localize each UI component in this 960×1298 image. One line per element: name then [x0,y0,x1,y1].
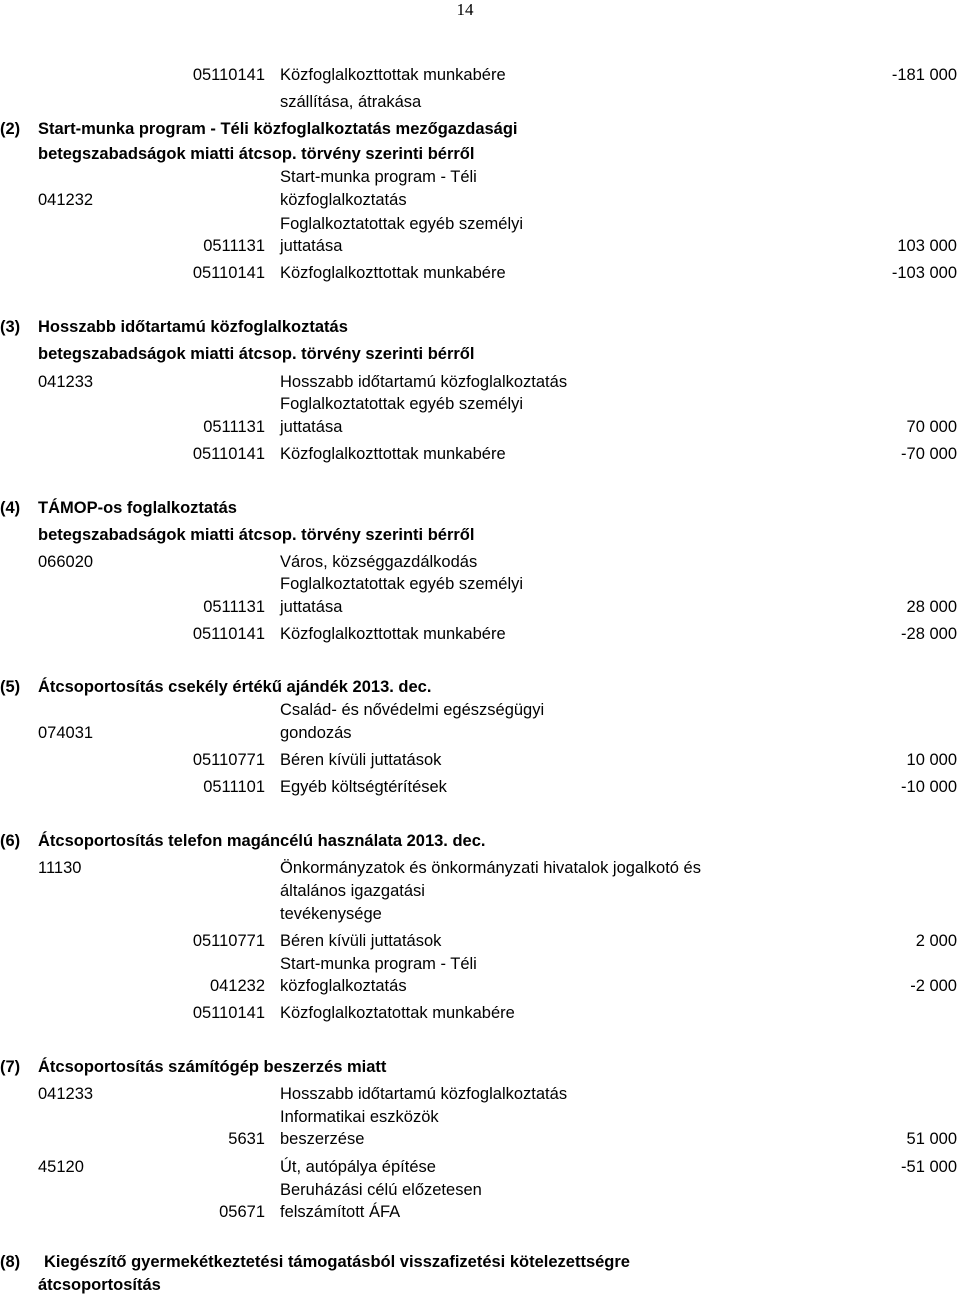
economic-code: 05110141 [192,1004,265,1022]
economic-code: 5631 [228,1130,265,1148]
section-title: Átcsoportosítás számítógép beszerzés miatt [38,1058,387,1076]
economic-code: 0511131 [203,418,265,436]
amount: 10 000 [906,751,957,769]
function-code: 041233 [38,373,94,391]
section-title: Kiegészítő gyermekétkeztetési támogatásból visszafizetési kötelezettségre [44,1253,630,1271]
item-text: Közfoglalkozttottak munkabére [280,625,506,643]
economic-code: 05110771 [192,751,265,769]
item-text: Start-munka program - Téli [280,955,477,973]
amount: -70 000 [901,445,957,463]
function-text: Hosszabb időtartamú közfoglalkoztatás [280,1085,568,1103]
section-number: (8) [0,1253,21,1271]
item-text-line2: juttatása [280,237,343,255]
function-code: 074031 [38,724,94,742]
function-text: Út, autópálya építése [280,1158,436,1176]
section-title: Hosszabb időtartamú közfoglalkoztatás [38,318,348,336]
item-text-line2: felszámított ÁFA [280,1203,401,1221]
function-text-line2: általános igazgatási [280,882,425,900]
function-text: Önkormányzatok és önkormányzati hivatalok jogalkotó és [280,859,701,877]
item-text: Béren kívüli juttatások [280,751,442,769]
function-text-line3: tevékenysége [280,905,382,923]
item-text: Egyéb költségtérítések [280,778,447,796]
amount: -2 000 [910,977,957,995]
item-text: Foglalkoztatottak egyéb személyi [280,575,524,593]
amount: -28 000 [901,625,957,643]
item-text: Közfoglalkozttottak munkabére [280,264,506,282]
economic-code: 0511131 [203,598,265,616]
section-title-line2: betegszabadságok miatti átcsop. törvény szerinti bérről [38,145,475,163]
amount: 2 000 [915,932,957,950]
item-text: Közfoglalkoztatottak munkabére [280,1004,515,1022]
economic-code: 05110141 [192,445,265,463]
function-text: Család- és nővédelmi egészségügyi [280,701,545,719]
item-text: Közfoglalkozttottak munkabére [280,445,506,463]
item-text-line2: beszerzése [280,1130,365,1148]
function-code: 041233 [38,1085,94,1103]
item-text: Közfoglalkozttottak munkabére [280,66,506,84]
item-text: Foglalkoztatottak egyéb személyi [280,395,524,413]
economic-code: 0511101 [203,778,265,796]
amount: -181 000 [891,66,957,84]
economic-code: 05671 [219,1203,265,1221]
function-text: Város, községgazdálkodás [280,553,478,571]
section-title: Átcsoportosítás telefon magáncélú használata 2013. dec. [38,832,486,850]
amount: -51 000 [901,1158,957,1176]
item-text-continued: szállítása, átrakása [280,93,422,111]
amount: 70 000 [906,418,957,436]
section-number: (7) [0,1058,21,1076]
amount: 51 000 [906,1130,957,1148]
section-title-line2: átcsoportosítás [38,1276,161,1294]
function-code: 45120 [38,1158,84,1176]
function-text: Start-munka program - Téli [280,168,477,186]
section-number: (3) [0,318,21,336]
item-text: Beruházási célú előzetesen [280,1181,482,1199]
section-title: Átcsoportosítás csekély értékű ajándék 2013. dec. [38,678,432,696]
section-title-line2: betegszabadságok miatti átcsop. törvény szerinti bérről [38,345,475,363]
amount: 28 000 [906,598,957,616]
section-number: (5) [0,678,21,696]
item-text-line2: közfoglalkoztatás [280,977,407,995]
economic-code: 05110141 [192,66,265,84]
section-number: (2) [0,120,21,138]
section-title: Start-munka program - Téli közfoglalkoztatás mezőgazdasági [38,120,518,138]
item-text: Informatikai eszközök [280,1108,439,1126]
item-text: Foglalkoztatottak egyéb személyi [280,215,524,233]
economic-code: 05110141 [192,264,265,282]
function-text-line2: gondozás [280,724,352,742]
item-text-line2: juttatása [280,598,343,616]
item-text-line2: juttatása [280,418,343,436]
amount: -103 000 [891,264,957,282]
function-text: Hosszabb időtartamú közfoglalkoztatás [280,373,568,391]
page-number: 14 [456,0,474,19]
function-text-line2: közfoglalkoztatás [280,191,407,209]
function-code: 041232 [209,977,265,995]
economic-code: 05110771 [192,932,265,950]
section-number: (4) [0,499,21,517]
section-title: TÁMOP-os foglalkoztatás [38,499,237,517]
section-title-line2: betegszabadságok miatti átcsop. törvény szerinti bérről [38,526,475,544]
amount: -10 000 [901,778,957,796]
function-code: 11130 [38,859,82,877]
economic-code: 05110141 [192,625,265,643]
amount: 103 000 [897,237,957,255]
section-number: (6) [0,832,21,850]
function-code: 041232 [38,191,94,209]
economic-code: 0511131 [203,237,265,255]
function-code: 066020 [38,553,94,571]
item-text: Béren kívüli juttatások [280,932,442,950]
